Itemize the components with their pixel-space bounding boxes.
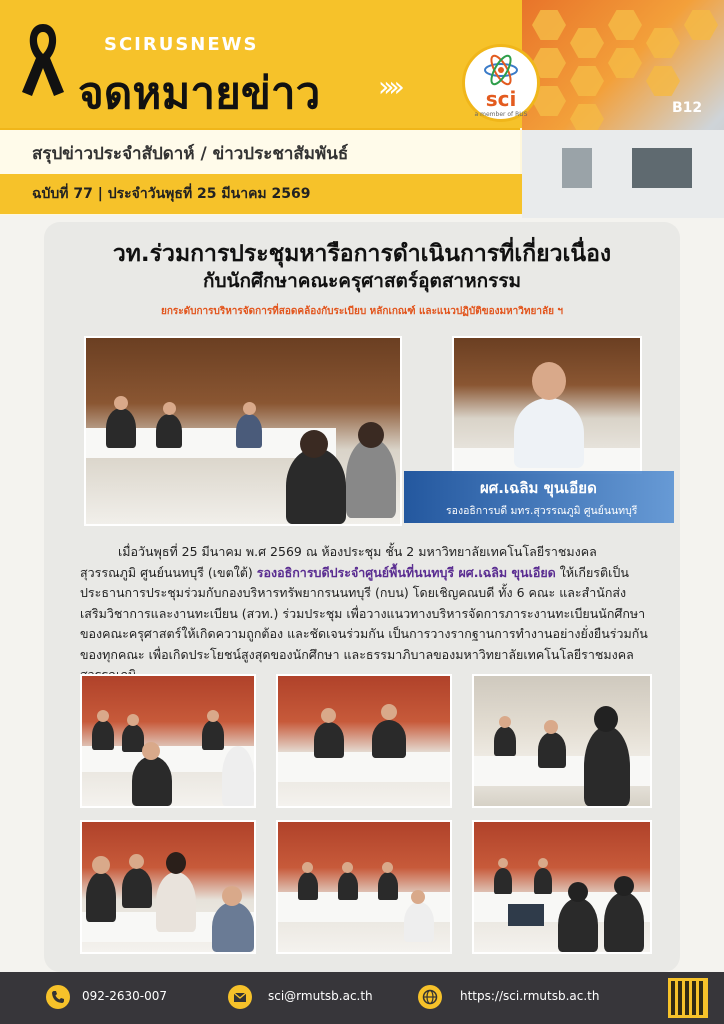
qr-code[interactable] [668,978,708,1018]
headline-line-1: วท.ร่วมการประชุมหารือการดำเนินการที่เกี่ยวเนื่อง [112,241,612,267]
website-link[interactable]: https://sci.rmutsb.ac.th [460,989,600,1003]
globe-icon [418,985,442,1009]
gallery-photo-1 [80,674,256,808]
chevrons-decoration: ›››› [378,70,399,103]
laptop [508,904,544,926]
gallery-photo-6 [472,820,652,954]
body-highlight: รองอธิการบดีประจำศูนย์พื้นที่นนทบุรี ผศ.เฉลิม ขุนเอียด [256,564,556,580]
subheadline: ยกระดับการบริหารจัดการที่สอดคล้องกับระเบียบ หลักเกณฑ์ และแนวปฏิบัติของมหาวิทยาลัย ฯ [160,306,564,317]
phone-number[interactable]: 092-2630-007 [82,989,168,1003]
gallery-photo-2 [276,674,452,808]
issue-label: ฉบับที่ 77 | ประจำวันพุธที่ 25 มีนาคม 2569 [32,186,311,202]
vice-president-photo [452,336,642,474]
gallery-photo-5 [276,820,452,954]
logo-subtext: a member of RUS [474,111,528,118]
sci-logo [462,44,540,122]
mail-icon [228,985,252,1009]
building-photo [522,0,724,218]
email-address[interactable]: sci@rmutsb.ac.th [268,989,373,1003]
summary-label: สรุปข่าวประจำสัปดาห์ / ข่าวประชาสัมพันธ์ [32,144,349,164]
gallery-photo-3 [472,674,652,808]
caption-name: ผศ.เฉลิม ขุนเอียด [480,479,597,497]
meeting-photo-main [84,336,402,526]
logo-text: sci [485,87,517,111]
atom-icon [483,53,519,87]
building-label: B12 [672,100,703,116]
caption-title: รองอธิการบดี มทร.สุวรรณภูมิ ศูนย์นนทบุรี [446,505,638,517]
newsletter-title: จดหมายข่าว [78,68,321,119]
gallery-photo-4 [80,820,256,954]
article-body [80,542,650,686]
body-text-part-1: เมื่อวันพุธที่ 25 มีนาคม พ.ศ 2569 ณ ห้องประชุม ชั้น 2 มหาวิทยาลัยเทคโนโลยีราชมงคลสุวรรณภูมิ ศูนย์นนทบุรี (เขตใต้) [80,544,597,580]
brand-name: SCIRUSNEWS [104,34,259,55]
body-text-part-2: ให้เกียรติเป็นประธานการประชุมร่วมกับกองบริหารทรัพยากรนนทบุรี (กบน) โดยเชิญคณบดี ทั้ง 6 คณะ และสำนักส่งเสริมวิชาการและงานทะเบียน (สวท.) ร่วมประชุม เพื่อวางแนวทางบริหารจัดการภาระงานทะเบียนนักศึกษาของคณะครุศาสตร์ให้เกิดความถูกต้อง และชัดเจนร่วมกัน เป็นการวางรากฐานการทำงานอย่างยั่งยืนร่วมกันของทุกคณะ เพื่อเกิดประโยชน์สูงสุดของนักศึกษา และธรรมาภิบาลของมหาวิทยาลัยเทคโนโลยีราชมงคล [80,564,648,662]
black-ribbon-icon [18,18,68,98]
phone-icon [46,985,70,1009]
headline-line-2: กับนักศึกษาคณะครุศาสตร์อุตสาหกรรม [202,270,522,292]
